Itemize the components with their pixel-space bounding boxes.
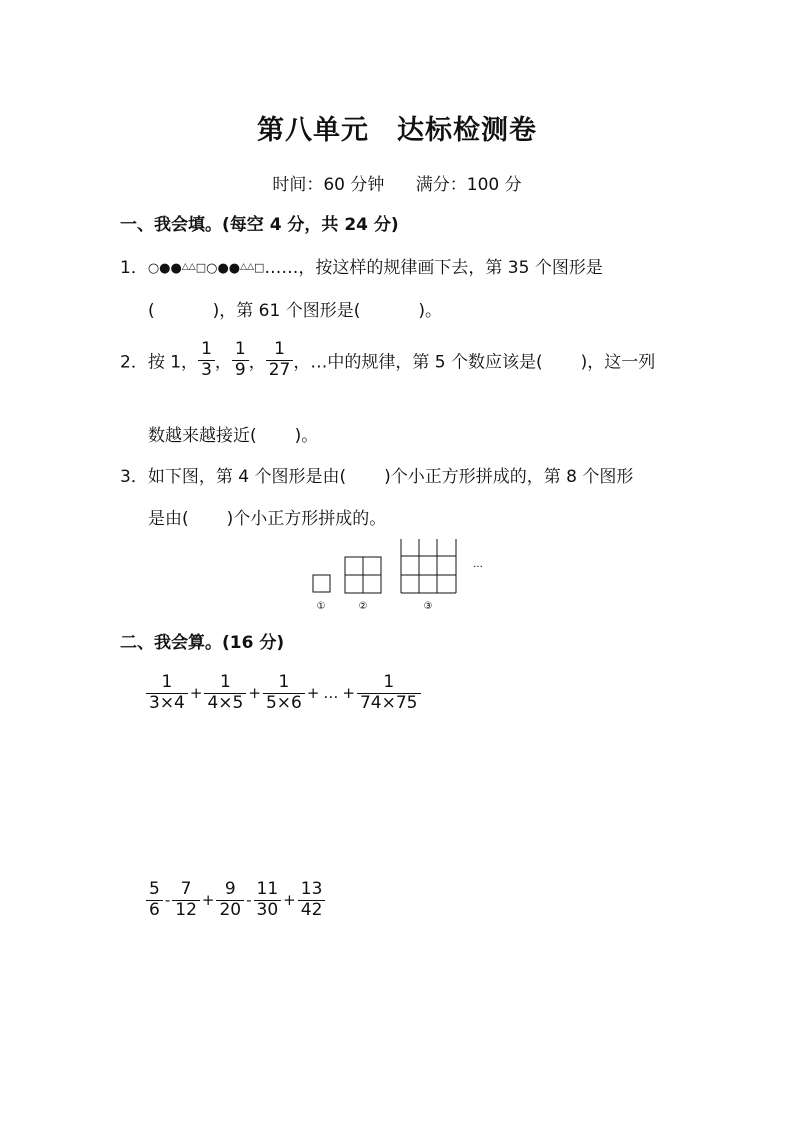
expr1-ellipsis: … <box>323 684 339 703</box>
pattern-shape: △ <box>181 261 189 272</box>
question-1-line-2: ( )，第 61 个图形是( )。 <box>148 301 442 321</box>
question-3-line-2: 是由( )个小正方形拼成的。 <box>148 509 387 529</box>
expr2-term-2: $\frac{7}{12}$ <box>172 880 200 920</box>
expr2-term-1: $\frac{5}{6}$ <box>146 880 163 920</box>
figure-ellipsis: … <box>473 559 483 570</box>
expr2-term-5: $\frac{13}{42}$ <box>298 880 326 920</box>
pattern-shape: ○ <box>206 260 218 276</box>
pattern-shape: ● <box>170 260 182 276</box>
figure-3-grid <box>401 539 456 593</box>
pattern-shape: △ <box>247 261 254 272</box>
square-pattern-figure <box>300 535 500 615</box>
expr1-term-2: $\frac{1}{4\times 5}$ <box>204 673 246 713</box>
question-2-line-1: 2．按 1， $\frac{1}{3}$ ， $\frac{1}{9}$ ， $\frac{1}{27}$ ，…中的规律，第 5 个数应该是( )，这一列 <box>120 339 656 380</box>
expr2-term-3: $\frac{9}{20}$ <box>216 880 244 920</box>
section-2-heading: 二、我会算。(16 分) <box>120 633 285 653</box>
full-score: 满分：100 分 <box>415 175 522 195</box>
exam-meta <box>0 170 794 195</box>
section-1-heading: 一、我会填。(每空 4 分，共 24 分) <box>120 215 399 235</box>
time-limit: 时间：60 分钟 <box>272 175 385 195</box>
figure-label-3: ③ <box>423 601 433 612</box>
pattern-shape: △ <box>240 261 248 272</box>
figure-label-2: ② <box>358 601 368 612</box>
question-3-number: 3． <box>120 467 148 487</box>
question-2-number: 2． <box>120 352 148 373</box>
question-3-line-1: 3．如下图，第 4 个图形是由( )个小正方形拼成的，第 8 个图形 <box>120 467 634 487</box>
question-2-line-2: 数越来越接近( )。 <box>148 426 319 446</box>
shape-pattern <box>148 261 265 276</box>
pattern-shape: △ <box>188 261 196 272</box>
pattern-shape: □ <box>253 260 265 274</box>
expression-2: $\frac{5}{6}$ - $\frac{7}{12}$ + $\frac{9}{20}$ - $\frac{11}{30}$ + $\frac{13}{42}$ <box>146 880 325 920</box>
fraction-one-third: $\frac{1}{3}$ <box>198 340 215 380</box>
question-1-number: 1． <box>120 258 148 278</box>
expr1-term-1: $\frac{1}{3\times 4}$ <box>146 673 188 713</box>
question-1-line-1 <box>120 253 603 278</box>
expr1-term-3: $\frac{1}{5\times 6}$ <box>263 673 305 713</box>
fraction-one-twenty-seventh: $\frac{1}{27}$ <box>266 340 294 380</box>
figure-2-grid <box>345 557 381 593</box>
fraction-one-ninth: $\frac{1}{9}$ <box>232 340 249 380</box>
question-1-text: ……，按这样的规律画下去，第 35 个图形是 <box>264 258 603 278</box>
expr1-term-last: $\frac{1}{74\times 75}$ <box>357 673 421 713</box>
pattern-shape: □ <box>195 260 207 274</box>
page-title: 第八单元 达标检测卷 <box>257 115 537 146</box>
pattern-shape: ● <box>159 260 171 276</box>
pattern-shape: ○ <box>147 260 160 276</box>
figure-1-square <box>313 575 330 592</box>
pattern-shape: ● <box>228 260 241 276</box>
pattern-shape: ● <box>217 260 229 276</box>
expr2-term-4: $\frac{11}{30}$ <box>254 880 282 920</box>
expression-1: $\frac{1}{3\times 4}$ + $\frac{1}{4\times 5}$ + $\frac{1}{5\times 6}$ + … + $\frac{1}{74\times 75}$ <box>146 673 421 713</box>
figure-label-1: ① <box>316 601 326 612</box>
